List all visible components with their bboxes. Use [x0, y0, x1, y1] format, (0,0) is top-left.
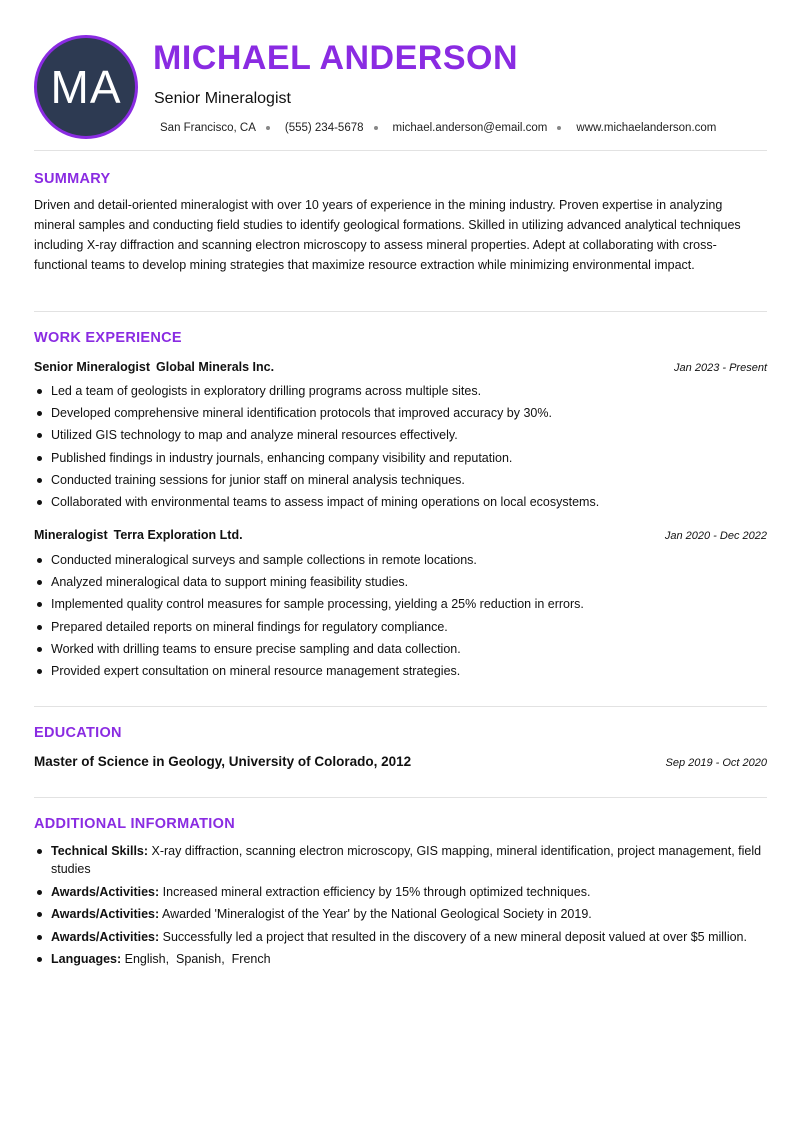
- list-item: Provided expert consultation on mineral resource management strategies.: [34, 660, 764, 682]
- item-text: Increased mineral extraction efficiency by 15% through optimized techniques.: [162, 884, 591, 899]
- list-item: Conducted mineralogical surveys and sample collections in remote locations.: [34, 549, 764, 571]
- list-item: Utilized GIS technology to map and analyze mineral resources effectively.: [34, 424, 764, 446]
- item-label: Awards/Activities:: [51, 929, 160, 944]
- contact-email[interactable]: michael.anderson@email.com: [392, 122, 548, 134]
- additional-heading: ADDITIONAL INFORMATION: [34, 816, 235, 832]
- separator-dot-icon: [266, 126, 270, 130]
- job-bullets: [34, 380, 764, 513]
- candidate-title: Senior Mineralogist: [154, 90, 291, 107]
- divider: [34, 150, 767, 151]
- list-item: [34, 883, 764, 901]
- list-item: Prepared detailed reports on mineral findings for regulatory compliance.: [34, 616, 764, 638]
- contact-phone: (555) 234-5678: [284, 122, 364, 134]
- job-dates: Jan 2020 - Dec 2022: [664, 530, 767, 542]
- avatar: [34, 35, 138, 139]
- separator-dot-icon: [557, 126, 561, 130]
- contact-website[interactable]: www.michaelanderson.com: [576, 122, 717, 134]
- item-label: Awards/Activities:: [51, 907, 160, 921]
- education-heading: EDUCATION: [34, 725, 122, 741]
- item-text: Awarded 'Mineralogist of the Year' by the National Geological Society in 2019.: [161, 907, 592, 921]
- divider: [34, 797, 767, 798]
- list-item: Worked with drilling teams to ensure precise sampling and data collection.: [34, 638, 764, 660]
- list-item: Published findings in industry journals, enhancing company visibility and reputation.: [34, 447, 764, 469]
- summary-text: Driven and detail-oriented mineralogist with over 10 years of experience in the mining industry. Proven expertise in analyzing mineral samples and conducting field studies to identify geological formations. Skilled in utilizing advanced analytical techniques including X-ray diffraction and scanning electron microscopy to assess mineral properties. Adept at collaborating with cross-functional teams to develop mining strategies that maximize resource extraction while minimizing environmental impact.: [34, 198, 741, 272]
- education-degree: Master of Science in Geology, University of Colorado, 2012: [34, 754, 412, 769]
- education-dates: Sep 2019 - Oct 2020: [665, 757, 767, 769]
- avatar-initials: MA: [50, 61, 122, 113]
- job-role: Mineralogist: [34, 528, 108, 542]
- job-header: [34, 358, 767, 377]
- education-entry: [34, 753, 767, 772]
- contact-line: [160, 120, 716, 136]
- job-company: Global Minerals Inc.: [156, 360, 275, 374]
- candidate-name: MICHAEL ANDERSON: [153, 39, 519, 77]
- job-role: Senior Mineralogist: [34, 360, 150, 374]
- item-label: Awards/Activities:: [51, 884, 160, 899]
- item-label: Technical Skills:: [51, 844, 149, 858]
- job-title-line: [34, 526, 243, 544]
- item-text: X-ray diffraction, scanning electron microscopy, GIS mapping, mineral identification, project management, field studies: [51, 844, 762, 876]
- divider: [34, 311, 767, 312]
- job-dates: Jan 2023 - Present: [674, 362, 767, 374]
- list-item: Implemented quality control measures for sample processing, yielding a 25% reduction in errors.: [34, 593, 764, 615]
- item-label: Languages:: [51, 952, 122, 966]
- job-company: Terra Exploration Ltd.: [113, 528, 243, 542]
- list-item: [34, 842, 764, 878]
- list-item: Analyzed mineralogical data to support mining feasibility studies.: [34, 571, 764, 593]
- separator-dot-icon: [374, 126, 378, 130]
- list-item: Collaborated with environmental teams to assess impact of mining operations on local ecosystems.: [34, 491, 764, 513]
- additional-list: [34, 842, 764, 973]
- contact-location: San Francisco, CA: [160, 122, 256, 134]
- summary-heading: SUMMARY: [34, 171, 111, 187]
- divider: [34, 706, 767, 707]
- list-item: Led a team of geologists in exploratory drilling programs across multiple sites.: [34, 380, 764, 402]
- item-text: English, Spanish, French: [124, 952, 271, 966]
- item-text: Successfully led a project that resulted in the discovery of a new mineral deposit valued at over $5 million.: [162, 929, 747, 944]
- list-item: Developed comprehensive mineral identification protocols that improved accuracy by 30%.: [34, 402, 764, 424]
- job-bullets: [34, 549, 764, 682]
- job-title-line: [34, 358, 274, 376]
- list-item: Conducted training sessions for junior staff on mineral analysis techniques.: [34, 469, 764, 491]
- list-item: [34, 928, 764, 946]
- list-item: [34, 905, 764, 923]
- list-item: [34, 950, 764, 968]
- experience-heading: WORK EXPERIENCE: [34, 330, 182, 346]
- job-header: [34, 526, 767, 545]
